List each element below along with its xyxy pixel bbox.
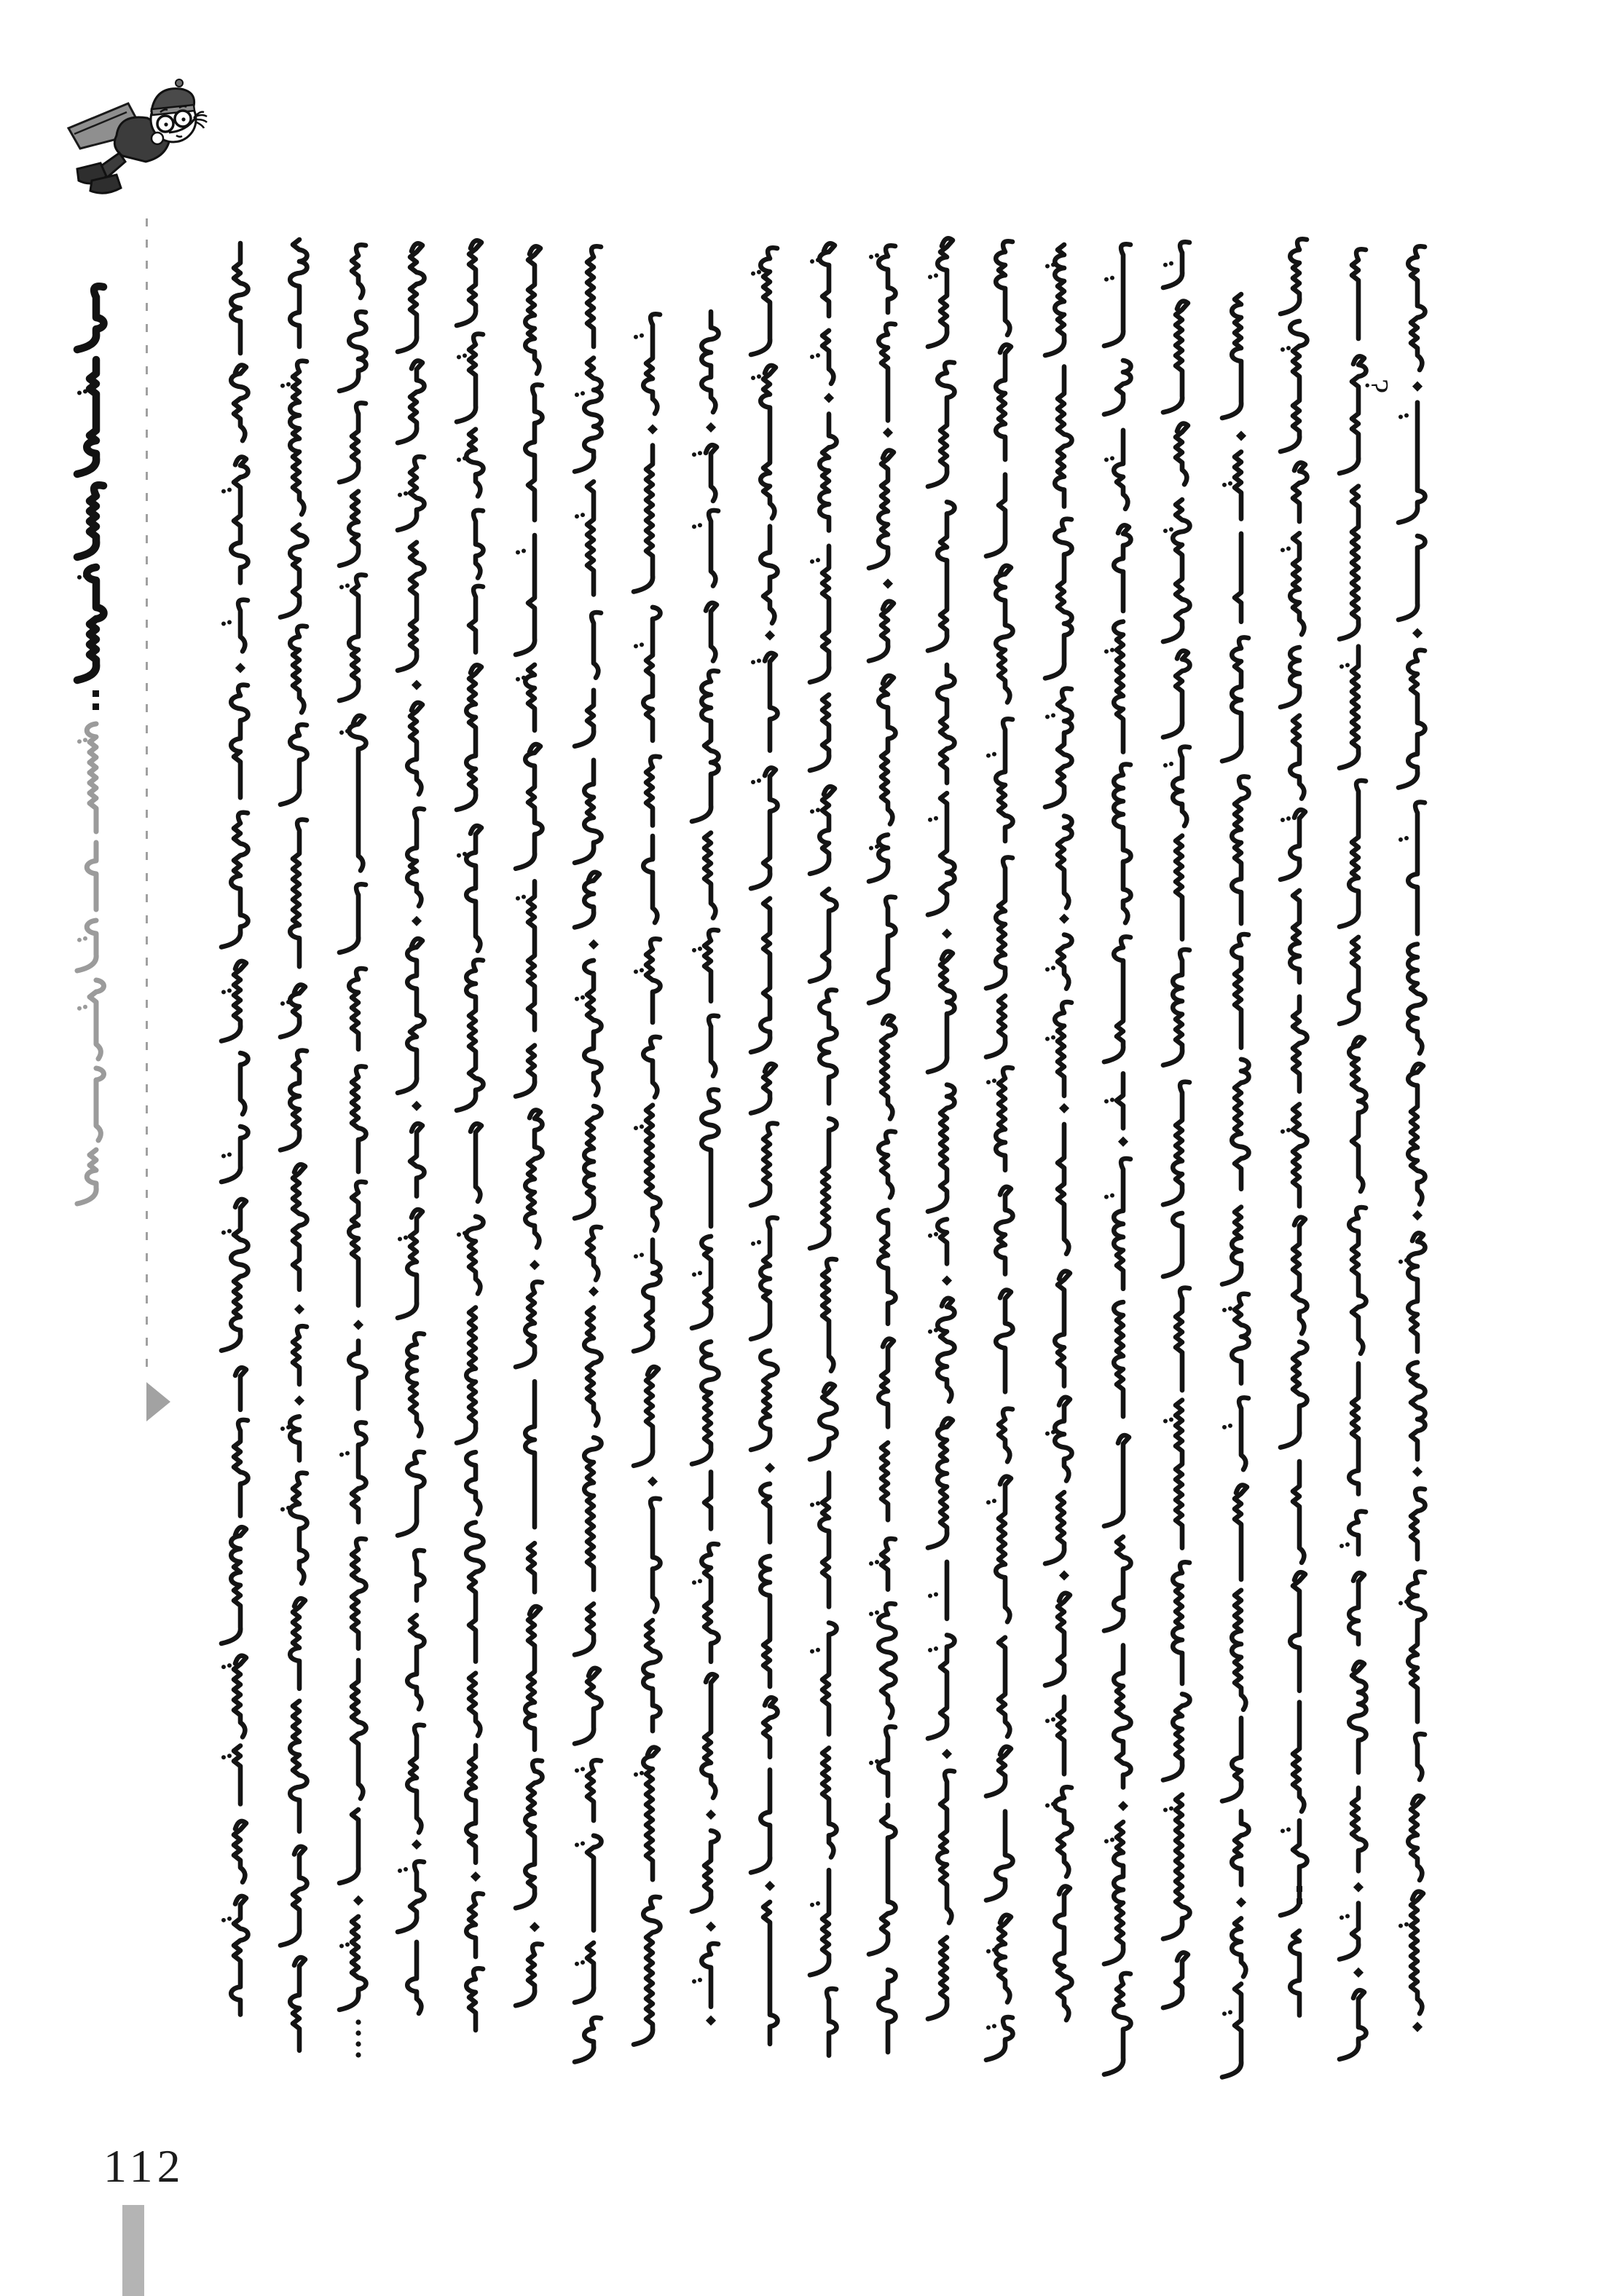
text-column (563, 245, 624, 2084)
text-column (504, 245, 565, 2083)
text-column (1034, 245, 1095, 2092)
text-column (1152, 241, 1213, 2082)
text-column (328, 244, 389, 2086)
text-column (386, 242, 447, 2087)
svg-text:?: ? (1358, 379, 1396, 394)
section-header (64, 0, 130, 1019)
text-column (975, 240, 1036, 2094)
text-column (1093, 243, 1154, 2091)
text-column (445, 239, 506, 2087)
page-edge-bar (122, 2205, 144, 2296)
text-column (1387, 245, 1448, 2093)
page-number: 112 (103, 2140, 185, 2192)
text-column (680, 312, 741, 2086)
text-column (1269, 238, 1330, 2083)
text-column (210, 243, 271, 2088)
arrow-right-icon (146, 1382, 170, 1421)
text-column (857, 245, 918, 2085)
text-column (1211, 294, 1272, 2091)
text-column (739, 247, 800, 2086)
text-column (798, 242, 859, 2088)
dashed-divider (146, 218, 148, 1378)
text-column (1328, 248, 1396, 2093)
text-column (916, 237, 977, 2083)
text-column (269, 240, 330, 2083)
text-column (622, 313, 683, 2089)
